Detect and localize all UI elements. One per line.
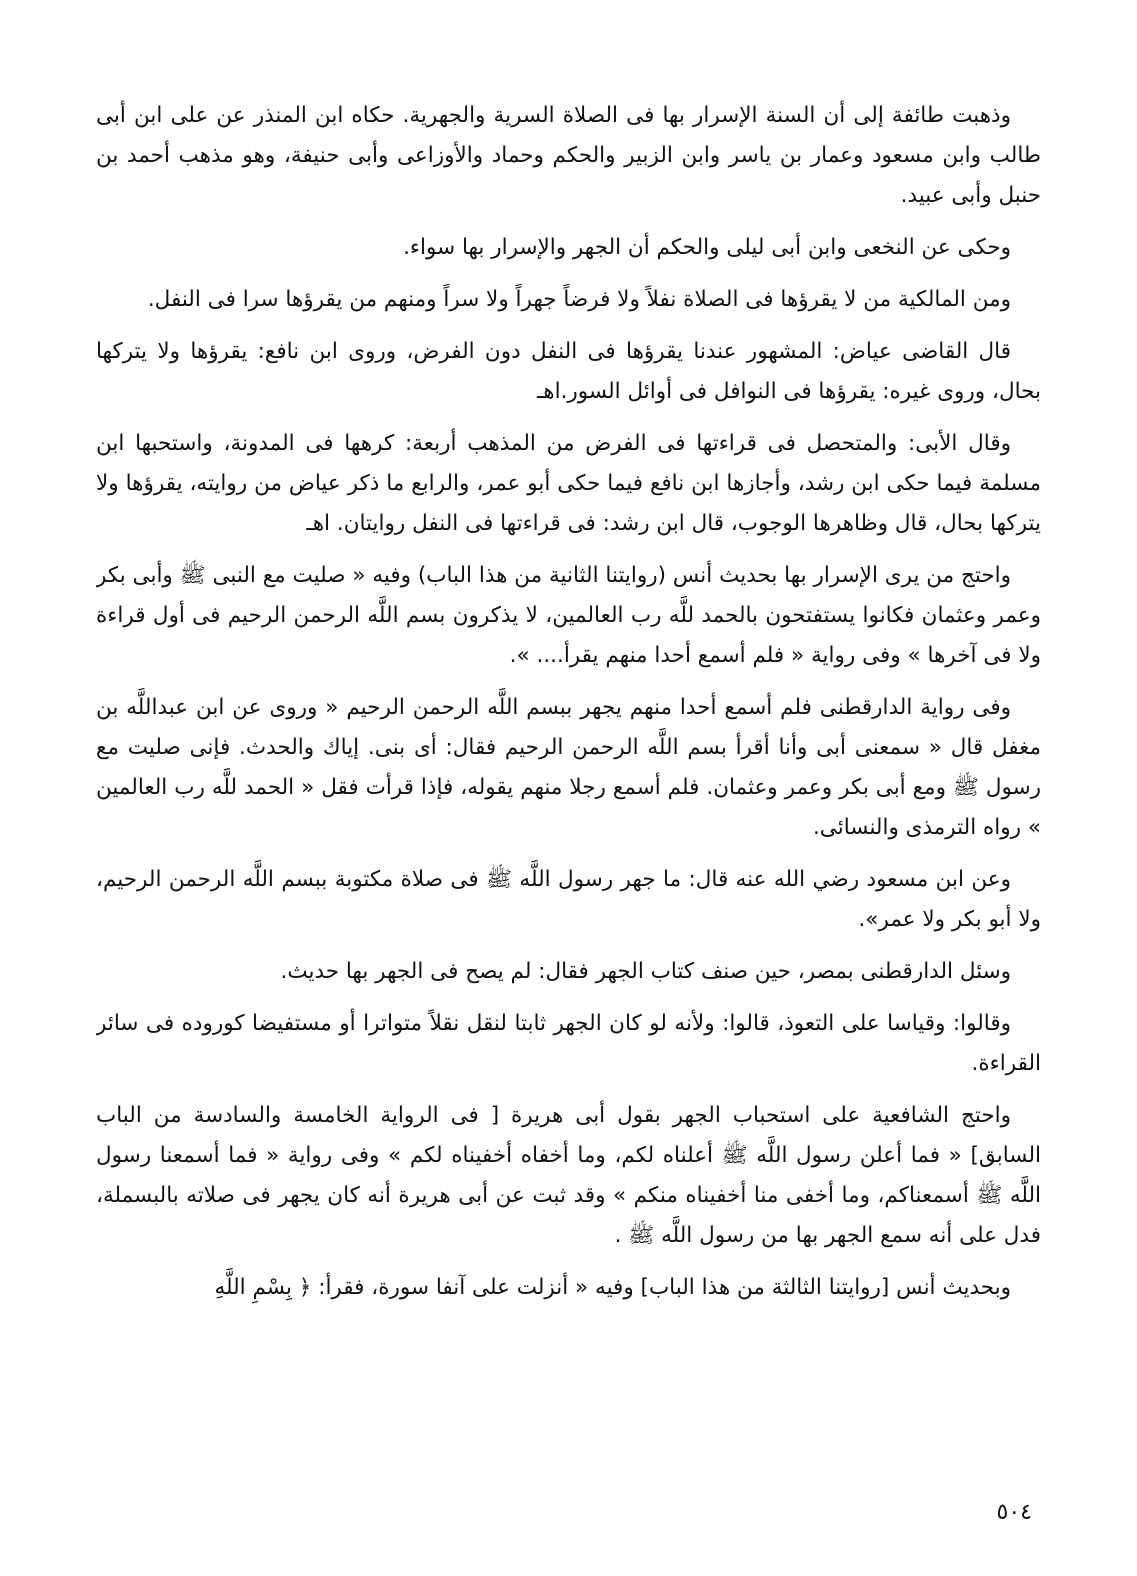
paragraph: قال القاضى عياض: المشهور عندنا يقرؤها فى النفل دون الفرض، وروى ابن نافع: يقرؤها ولا يتركها بحال، وروى غيره: يقرؤها فى النوافل فى أوائل السور.اهـ [96, 339, 1041, 404]
paragraph: وعن ابن مسعود رضي الله عنه قال: ما جهر رسول اللَّه ﷺ فى صلاة مكتوبة ببسم اللَّه الرحمن الرحيم، ولا أبو بكر ولا عمر». [96, 867, 1041, 932]
paragraph: واحتج من يرى الإسرار بها بحديث أنس (روايتنا الثانية من هذا الباب) وفيه « صليت مع النبى ﷺ وأبى بكر وعمر وعثمان فكانوا يستفتحون بالحمد للَّه رب العالمين، لا يذكرون بسم اللَّه الرحمن الرحيم فى أول قراءة ولا فى آخرها » وفى رواية « فلم أسمع أحدا منهم يقرأ.... ». [96, 563, 1041, 668]
paragraph: وسئل الدارقطنى بمصر، حين صنف كتاب الجهر فقال: لم يصح فى الجهر بها حديث. [280, 959, 1011, 984]
paragraph: ومن المالكية من لا يقرؤها فى الصلاة نفلاً ولا فرضاً جهراً ولا سراً ومنهم من يقرؤها سرا فى النفل. [147, 287, 1011, 312]
paragraph: واحتج الشافعية على استحباب الجهر بقول أبى هريرة [ فى الرواية الخامسة والسادسة من الباب السابق] « فما أعلن رسول اللَّه ﷺ أعلناه لكم، وما أخفاه أخفيناه لكم » وفى رواية « فما أسمعنا رسول اللَّه ﷺ أسمعناكم، وما أخفى منا أخفيناه منكم » وقد ثبت عن أبى هريرة أنه كان يجهر فى صلاته بالبسملة، فدل على أنه سمع الجهر بها من رسول اللَّه ﷺ . [96, 1103, 1041, 1248]
page-body [96, 96, 1041, 1476]
paragraph: وفى رواية الدارقطنى فلم أسمع أحدا منهم يجهر ببسم اللَّه الرحمن الرحيم « وروى عن ابن عبداللَّه بن مغفل قال « سمعنى أبى وأنا أقرأ بسم اللَّه الرحمن الرحيم فقال: أى بنى. إياك والحدث. فإنى صليت مع رسول ﷺ ومع أبى بكر وعمر وعثمان. فلم أسمع رجلا منهم يقوله، فإذا قرأت فقل « الحمد للَّه رب العالمين » رواه الترمذى والنسائى. [96, 695, 1041, 840]
paragraph: وذهبت طائفة إلى أن السنة الإسرار بها فى الصلاة السرية والجهرية. حكاه ابن المنذر عن على ابن أبى طالب وابن مسعود وعمار بن ياسر وابن الزبير والحكم وحماد والأوزاعى وأبى حنيفة، وهو مذهب أحمد بن حنبل وأبى عبيد. [96, 103, 1041, 208]
page-number: ٥٠٤ [996, 1500, 1032, 1525]
paragraph: وحكى عن النخعى وابن أبى ليلى والحكم أن الجهر والإسرار بها سواء. [403, 235, 1011, 260]
paragraph: وبحديث أنس [روايتنا الثالثة من هذا الباب] وفيه « أنزلت على آنفا سورة، فقرأ: ﴿ بِسْمِ اللَّهِ [214, 1275, 1011, 1300]
paragraph: وقال الأبى: والمتحصل فى قراءتها فى الفرض من المذهب أربعة: كرهها فى المدونة، واستحبها ابن مسلمة فيما حكى ابن رشد، وأجازها ابن نافع فيما حكى أبو عمر، والرابع ما ذكر عياض من روايته، يقرؤها ولا يتركها بحال، قال وظاهرها الوجوب، قال ابن رشد: فى قراءتها فى النفل روايتان. اهـ [96, 431, 1041, 536]
paragraph: وقالوا: وقياسا على التعوذ، قالوا: ولأنه لو كان الجهر ثابتا لنقل نقلاً متواترا أو مستفيضا كوروده فى سائر القراءة. [96, 1011, 1041, 1076]
